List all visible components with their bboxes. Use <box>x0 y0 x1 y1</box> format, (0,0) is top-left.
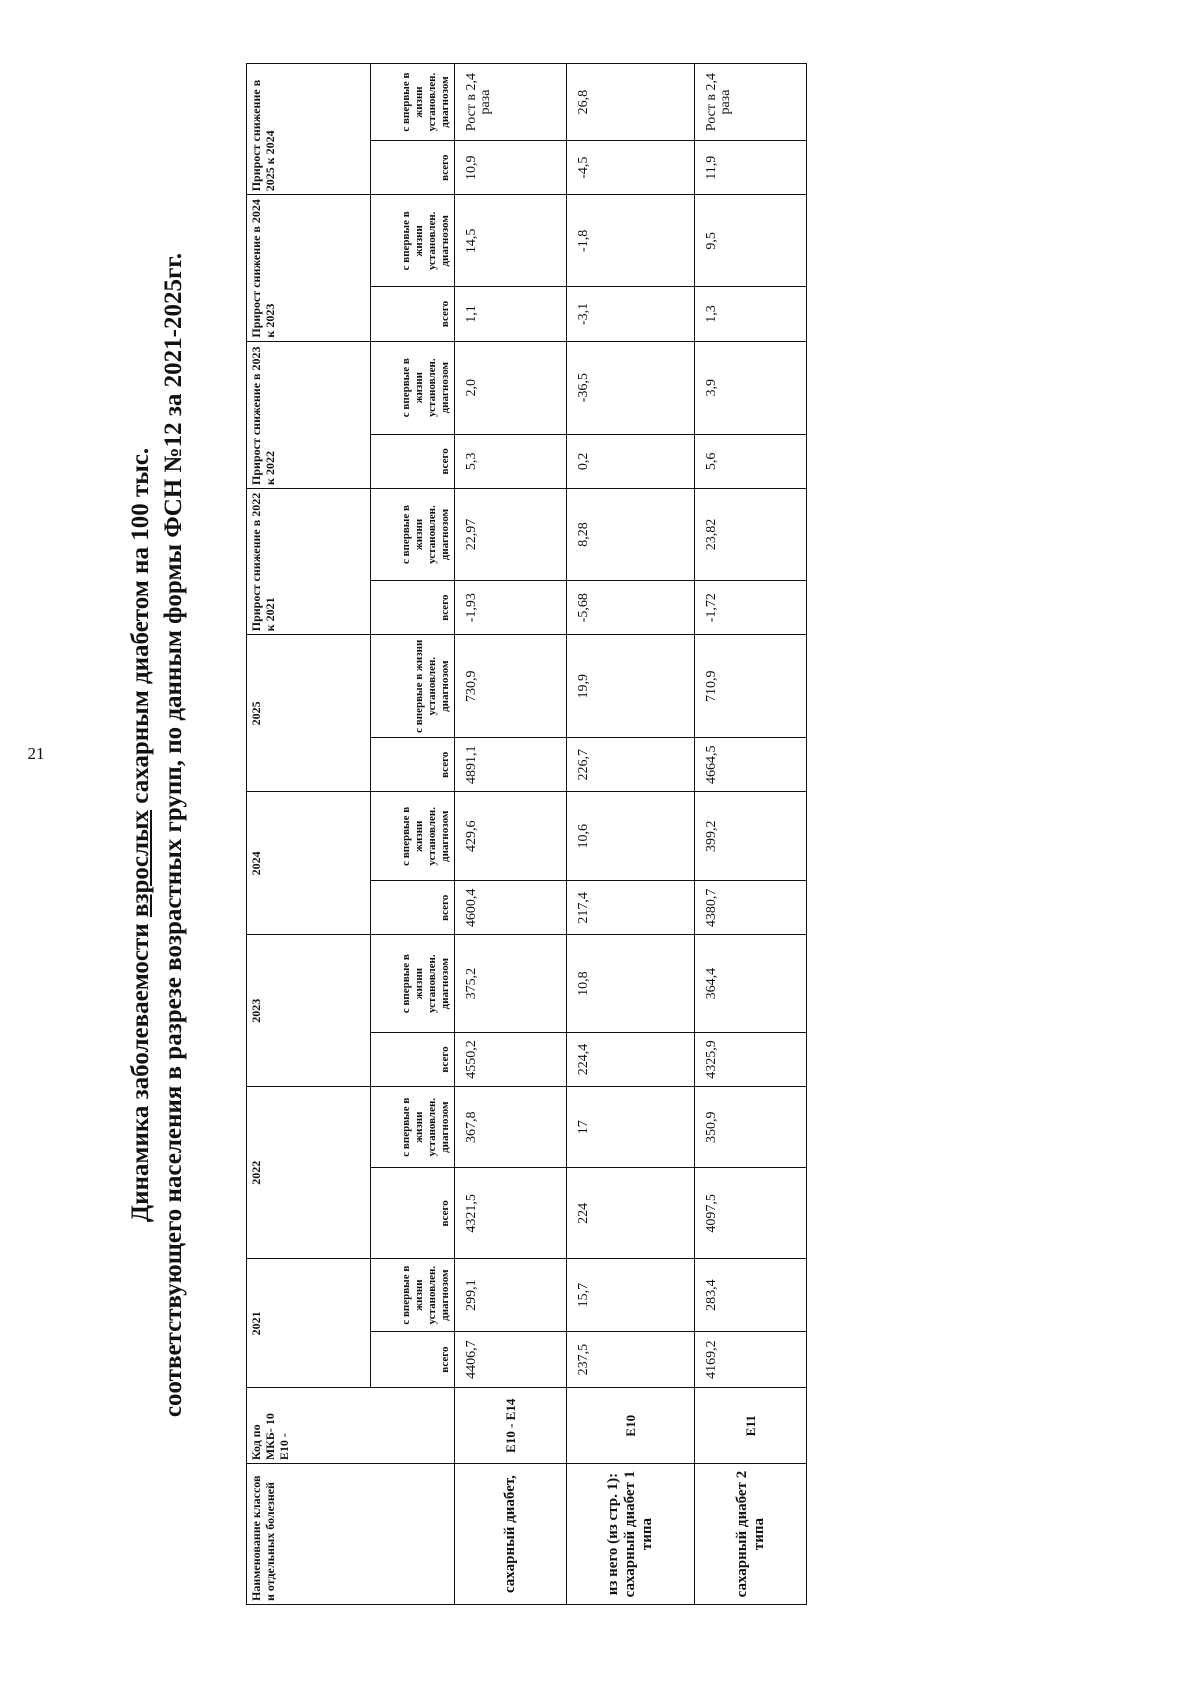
table-cell: 1,3 <box>695 287 807 341</box>
row-icd-code: Е10 - Е14 <box>455 1388 567 1464</box>
table-cell: 9,5 <box>695 195 807 287</box>
table-cell: -36,5 <box>567 341 695 434</box>
table-cell: 4600,4 <box>455 881 567 935</box>
header-first-diagnosed: с впервые в жизни установлен. диагнозом <box>371 1087 455 1168</box>
table-cell: 15,7 <box>567 1259 695 1332</box>
header-growth-2022-2021: Прирост снижение в 2022 к 2021 <box>247 488 371 634</box>
header-total: всего <box>371 581 455 635</box>
header-growth-2023-2022: Прирост снижение в 2023 к 2022 <box>247 341 371 488</box>
table-cell: -1,8 <box>567 195 695 287</box>
table-row <box>567 64 695 1605</box>
table-cell: 4097,5 <box>695 1168 807 1259</box>
table-wrapper <box>246 63 807 1605</box>
table-cell: 10,6 <box>567 792 695 881</box>
table-cell: 23,82 <box>695 488 807 580</box>
table-cell: -1,93 <box>455 581 567 635</box>
header-total: всего <box>371 1032 455 1086</box>
row-disease-name: сахарный диабет 2 типа <box>695 1464 807 1605</box>
title-line-2: соответствующего населения в разрезе возрастных групп, по данным формы ФСН №12 за 2021-2025гг. <box>160 252 187 1418</box>
table-cell: 22,97 <box>455 488 567 580</box>
header-total: всего <box>371 1331 455 1387</box>
header-row-sub <box>371 64 455 1605</box>
table-cell: 299,1 <box>455 1259 567 1332</box>
table-cell: 237,5 <box>567 1331 695 1387</box>
table-cell: -1,72 <box>695 581 807 635</box>
header-first-diagnosed: с впервые в жизни установлен. диагнозом <box>371 1259 455 1332</box>
table-cell: 350,9 <box>695 1087 807 1168</box>
header-total: всего <box>371 287 455 341</box>
morbidity-table <box>246 63 807 1605</box>
row-icd-code: Е11 <box>695 1388 807 1464</box>
header-growth-2025-2024: Прирост снижение в 2025 к 2024 <box>247 64 371 195</box>
header-first-diagnosed: с впервые в жизни установлен. диагнозом <box>371 935 455 1033</box>
table-cell: 4664,5 <box>695 738 807 792</box>
table-cell: 17 <box>567 1087 695 1168</box>
table-cell: 399,2 <box>695 792 807 881</box>
table-row <box>455 64 567 1605</box>
table-cell: 10,9 <box>455 141 567 195</box>
table-cell: 3,9 <box>695 341 807 434</box>
header-year-2023: 2023 <box>247 935 371 1087</box>
table-cell: 226,7 <box>567 738 695 792</box>
table-cell: 710,9 <box>695 635 807 738</box>
table-cell: 19,9 <box>567 635 695 738</box>
table-row <box>695 64 807 1605</box>
table-cell: 4406,7 <box>455 1331 567 1387</box>
table-cell: 224 <box>567 1168 695 1259</box>
title-part-1: Динамика заболеваемости <box>127 917 154 1223</box>
table-cell: 5,6 <box>695 434 807 488</box>
header-row-main <box>247 64 371 1605</box>
table-cell: 375,2 <box>455 935 567 1033</box>
header-first-diagnosed: с впервые в жизни установлен. диагнозом <box>371 64 455 141</box>
header-total: всего <box>371 141 455 195</box>
header-year-2025: 2025 <box>247 635 371 792</box>
header-first-diagnosed: с впервые в жизни установлен. диагнозом <box>371 792 455 881</box>
table-cell: 364,4 <box>695 935 807 1033</box>
header-first-diagnosed: с впервые в жизни установлен. диагнозом <box>371 488 455 580</box>
header-total: всего <box>371 1168 455 1259</box>
table-cell: Рост в 2,4 раза <box>455 64 567 141</box>
table-cell: 8,28 <box>567 488 695 580</box>
table-cell: 283,4 <box>695 1259 807 1332</box>
header-total: всего <box>371 881 455 935</box>
table-cell: 367,8 <box>455 1087 567 1168</box>
table-cell: 26,8 <box>567 64 695 141</box>
table-cell: 429,6 <box>455 792 567 881</box>
page-number: 21 <box>27 744 45 763</box>
header-code: Код по МКБ- 10 Е10 - <box>247 1388 455 1464</box>
header-growth-2024-2023: Прирост снижение в 2024 к 2023 <box>247 195 371 341</box>
header-total: всего <box>371 738 455 792</box>
table-cell: 217,4 <box>567 881 695 935</box>
table-cell: Рост в 2,4 раза <box>695 64 807 141</box>
header-first-diagnosed: с впервые в жизни установлен. диагнозом <box>371 341 455 434</box>
table-cell: 11,9 <box>695 141 807 195</box>
table-cell: -3,1 <box>567 287 695 341</box>
header-name: Наименование классов и отдельных болезней <box>247 1464 455 1605</box>
header-year-2024: 2024 <box>247 792 371 935</box>
table-cell: 4325,9 <box>695 1032 807 1086</box>
table-cell: -4,5 <box>567 141 695 195</box>
header-year-2021: 2021 <box>247 1259 371 1388</box>
table-cell: 4891,1 <box>455 738 567 792</box>
table-cell: 224,4 <box>567 1032 695 1086</box>
table-cell: -5,68 <box>567 581 695 635</box>
table-cell: 14,5 <box>455 195 567 287</box>
title-underlined-word: взрослых <box>127 809 154 918</box>
table-cell: 730,9 <box>455 635 567 738</box>
header-year-2022: 2022 <box>247 1087 371 1259</box>
row-disease-name: из него (из стр. 1): сахарный диабет 1 типа <box>567 1464 695 1605</box>
table-cell: 0,2 <box>567 434 695 488</box>
header-total: всего <box>371 434 455 488</box>
table-cell: 4321,5 <box>455 1168 567 1259</box>
rotated-document <box>124 55 767 1615</box>
row-disease-name: сахарный диабет, <box>455 1464 567 1605</box>
title-line-1 <box>124 55 157 1615</box>
document-title <box>124 55 190 1615</box>
table-cell: 4380,7 <box>695 881 807 935</box>
header-first-diagnosed: с впервые в жизни установлен. диагнозом <box>371 635 455 738</box>
title-part-2: сахарным диабетом на 100 тыс. <box>127 447 154 810</box>
table-cell: 5,3 <box>455 434 567 488</box>
table-cell: 2,0 <box>455 341 567 434</box>
table-cell: 4550,2 <box>455 1032 567 1086</box>
table-cell: 1,1 <box>455 287 567 341</box>
row-icd-code: Е10 <box>567 1388 695 1464</box>
table-cell: 4169,2 <box>695 1331 807 1387</box>
table-cell: 10,8 <box>567 935 695 1033</box>
header-first-diagnosed: с впервые в жизни установлен. диагнозом <box>371 195 455 287</box>
